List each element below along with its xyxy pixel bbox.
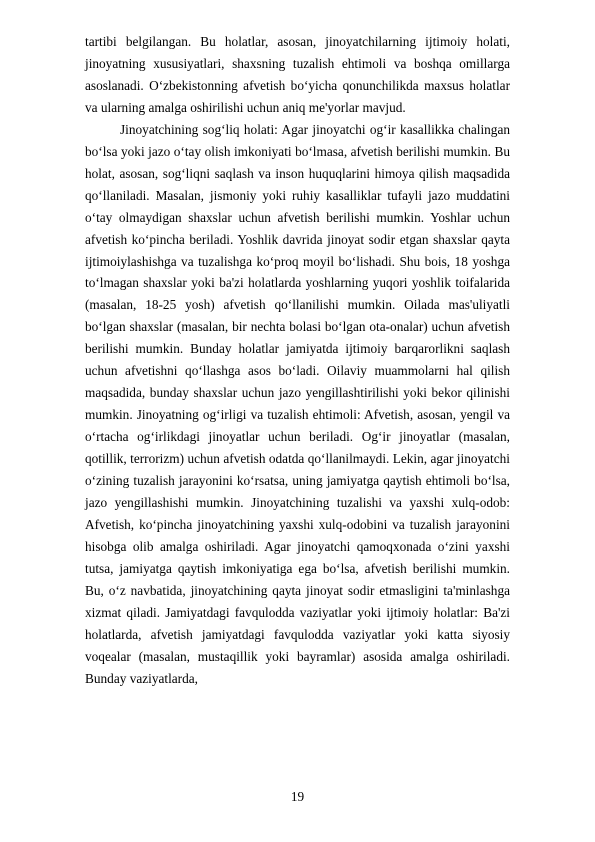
paragraph-2: Jinoyatchining sog‘liq holati: Agar jinoyatchi og‘ir kasallikka chalingan bo‘lsa yoki jazo o‘tay olish imkoniyati bo‘lmasa, afvetish berilishi mumkin. Bu holat, asosan, sog‘liqni saqlash va inson huquqlarini himoya qilish maqsadida qo‘llaniladi. Masalan, jismoniy yoki ruhiy kasalliklar tufayli jazo muddatini o‘tay olmaydigan shaxslar uchun afvetish berilishi mumkin. Yoshlar uchun afvetish ko‘pincha beriladi. Yoshlik davrida jinoyat sodir etgan shaxslar qayta ijtimoiylashishga va tuzalishga ko‘proq moyil bo‘lishadi. Shu bois, 18 yoshga to‘lmagan shaxslar yoki ba'zi holatlarda yoshlarning yuqori yoshlik toifalarida (masalan, 18-25 yosh) afvetish qo‘llanilishi mumkin. Oilada mas'uliyatli bo‘lgan shaxslar (masalan, bir nechta bolasi bo‘lgan ota-onalar) uchun afvetish berilishi mumkin. Bunday holatlar jamiyatda ijtimoiy barqarorlikni saqlash uchun afvetishni qo‘llashga asos bo‘ladi. Oilaviy muammolarni hal qilish maqsadida, bunday shaxslar uchun jazo yengillashtirilishi yoki bekor qilinishi mumkin. Jinoyatning og‘irligi va tuzalish ehtimoli: Afvetish, asosan, yengil va o‘rtacha og‘irlikdagi jinoyatlar uchun beriladi. Og‘ir jinoyatlar (masalan, qotillik, terrorizm) uchun afvetish odatda qo‘llanilmaydi. Lekin, agar jinoyatchi o‘zining tuzalish jarayonini ko‘rsatsa, uning jamiyatga qaytish ehtimoli bo‘lsa, jazo yengillashishi mumkin. Jinoyatchining tuzalishi va yaxshi xulq-odob: Afvetish, ko‘pincha jinoyatchining yaxshi xulq-odobini va tuzalish jarayonini hisobga olib amalga oshiriladi. Agar jinoyatchi qamoqxonada o‘zini yaxshi tutsa, jamiyatga qaytish imkoniyatiga ega bo‘lsa, afvetish berilishi mumkin. Bu, o‘z navbatida, jinoyatchining qayta jinoyat sodir etmasligini ta'minlashga xizmat qiladi. Jamiyatdagi favqulodda vaziyatlar yoki ijtimoiy holatlar: Ba'zi holatlarda, afvetish jamiyatdagi favqulodda vaziyatlar yoki katta siyosiy voqealar (masalan, mustaqillik yoki bayramlar) asosida amalga oshiriladi. Bunday vaziyatlarda,	[85, 121, 510, 686]
body-text	[85, 31, 510, 690]
paragraph-1: tartibi belgilangan. Bu holatlar, asosan, jinoyatchilarning ijtimoiy holati, jinoyatning xususiyatlari, shaxsning tuzalish ehtimoli va boshqa omillarga asoslanadi. O‘zbekistonning afvetish bo‘yicha qonunchilikda maxsus holatlar va ularning amalga oshirilishi uchun aniq me'yorlar mavjud.	[85, 34, 510, 115]
page-number: 19	[290, 789, 305, 804]
